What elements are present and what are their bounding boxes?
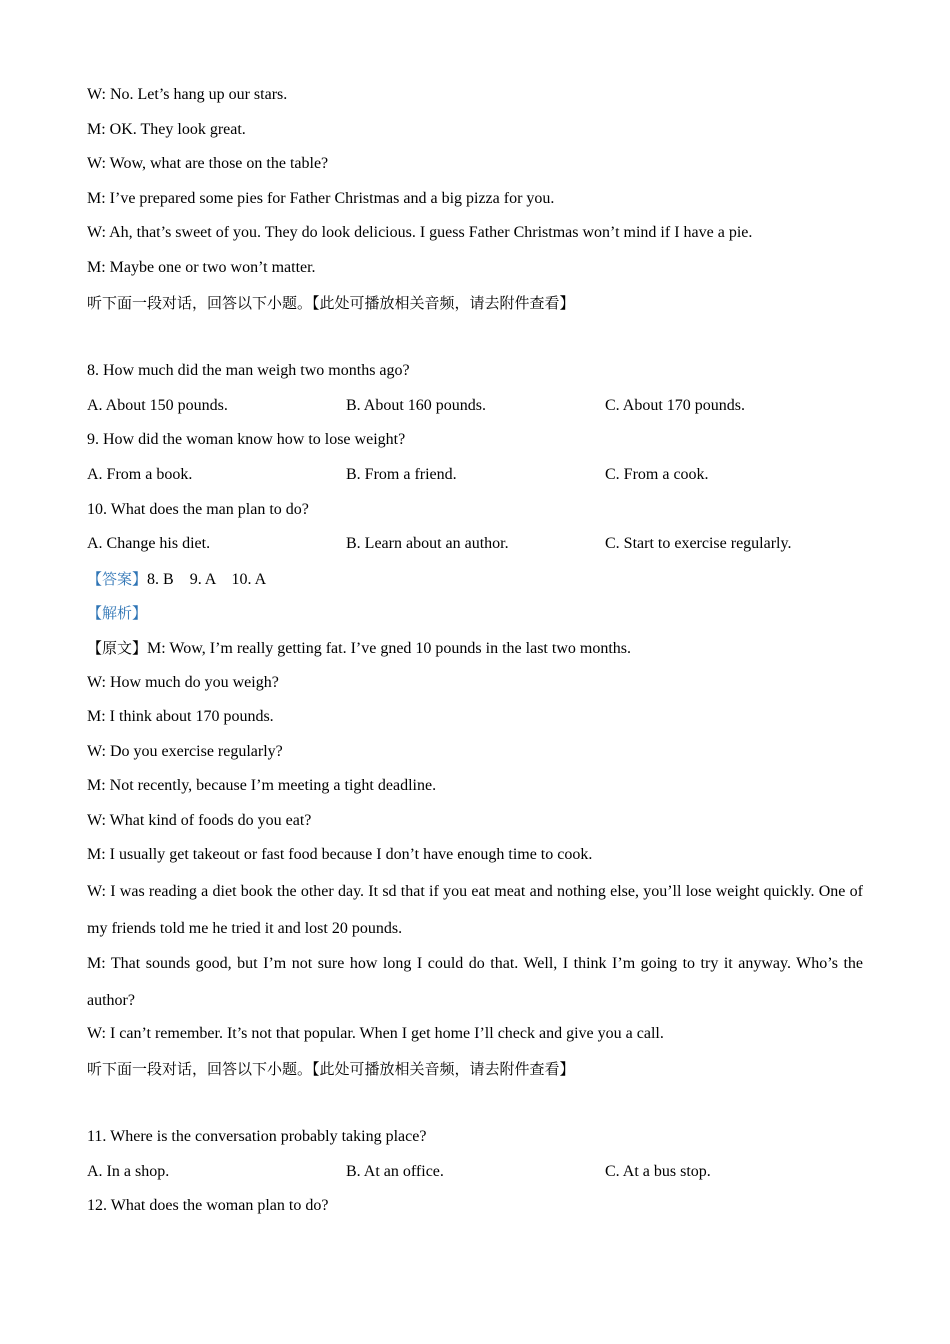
spacer: [87, 1086, 863, 1120]
question-8-options: [87, 389, 863, 424]
answer-tag: 【答案】: [87, 569, 148, 588]
dialogue-line: M: OK. They look great.: [87, 120, 246, 138]
dialogue-paragraph: W: I was reading a diet book the other day. It sd that if you eat meat and nothing else, you’ll lose weight quickly. One of my friends told me he tried it and lost 20 pounds.: [87, 883, 863, 938]
question-11-stem: 11. Where is the conversation probably taking place?: [87, 1128, 427, 1146]
dialogue-line: W: What kind of foods do you eat?: [87, 811, 312, 829]
question-8-stem: 8. How much did the man weigh two months ago?: [87, 362, 410, 380]
question-9-options: [87, 458, 863, 493]
dialogue-line: M: I usually get takeout or fast food because I don’t have enough time to cook.: [87, 846, 593, 864]
option-b: B. From a friend.: [346, 465, 457, 483]
option-a: A. From a book.: [87, 465, 193, 483]
dialogue-line: M: I’ve prepared some pies for Father Christmas and a big pizza for you.: [87, 189, 555, 207]
answer-line: [87, 562, 863, 597]
option-a: A. About 150 pounds.: [87, 396, 228, 414]
question-11-options: [87, 1155, 863, 1190]
dialogue-line: M: Not recently, because I’m meeting a tight deadline.: [87, 777, 437, 795]
option-c: C. From a cook.: [605, 465, 709, 483]
option-b: B. About 160 pounds.: [346, 396, 487, 414]
option-c: C. About 170 pounds.: [605, 396, 746, 414]
spacer: [87, 320, 863, 354]
listening-instruction: 听下面一段对话，回答以下小题。【此处可播放相关音频，请去附件查看】: [87, 1059, 575, 1078]
analysis-line: [87, 596, 863, 631]
dialogue-line: W: I can’t remember. It’s not that popular. When I get home I’ll check and give you a call.: [87, 1025, 664, 1043]
option-b: B. Learn about an author.: [346, 535, 509, 553]
answer-text: 8. B 9. A 10. A: [147, 570, 267, 588]
option-c: C. At a bus stop.: [605, 1162, 711, 1180]
listening-instruction: 听下面一段对话，回答以下小题。【此处可播放相关音频，请去附件查看】: [87, 293, 575, 312]
dialogue-line: M: Maybe one or two won’t matter.: [87, 258, 316, 276]
document-page: [87, 78, 863, 1224]
original-tag: 【原文】: [87, 638, 148, 657]
option-b: B. At an office.: [346, 1162, 444, 1180]
dialogue-line: M: I think about 170 pounds.: [87, 708, 274, 726]
dialogue-line: W: Wow, what are those on the table?: [87, 155, 329, 173]
dialogue-line: W: Do you exercise regularly?: [87, 742, 283, 760]
question-9-stem: 9. How did the woman know how to lose weight?: [87, 431, 406, 449]
option-a: A. In a shop.: [87, 1162, 170, 1180]
option-c: C. Start to exercise regularly.: [605, 535, 792, 553]
option-a: A. Change his diet.: [87, 535, 211, 553]
original-first-line: M: Wow, I’m really getting fat. I’ve gned 10 pounds in the last two months.: [147, 639, 631, 657]
analysis-tag: 【解析】: [87, 604, 148, 623]
question-10-options: [87, 527, 863, 562]
question-12-stem: 12. What does the woman plan to do?: [87, 1197, 329, 1215]
dialogue-line: W: How much do you weigh?: [87, 673, 279, 691]
dialogue-line: W: Ah, that’s sweet of you. They do look delicious. I guess Father Christmas won’t mind if I have a pie.: [87, 224, 753, 242]
original-line: [87, 631, 863, 666]
dialogue-line: W: No. Let’s hang up our stars.: [87, 86, 288, 103]
dialogue-paragraph: M: That sounds good, but I’m not sure how long I could do that. Well, I think I’m going to try it anyway. Who’s the author?: [87, 955, 863, 1010]
question-10-stem: 10. What does the man plan to do?: [87, 500, 309, 518]
